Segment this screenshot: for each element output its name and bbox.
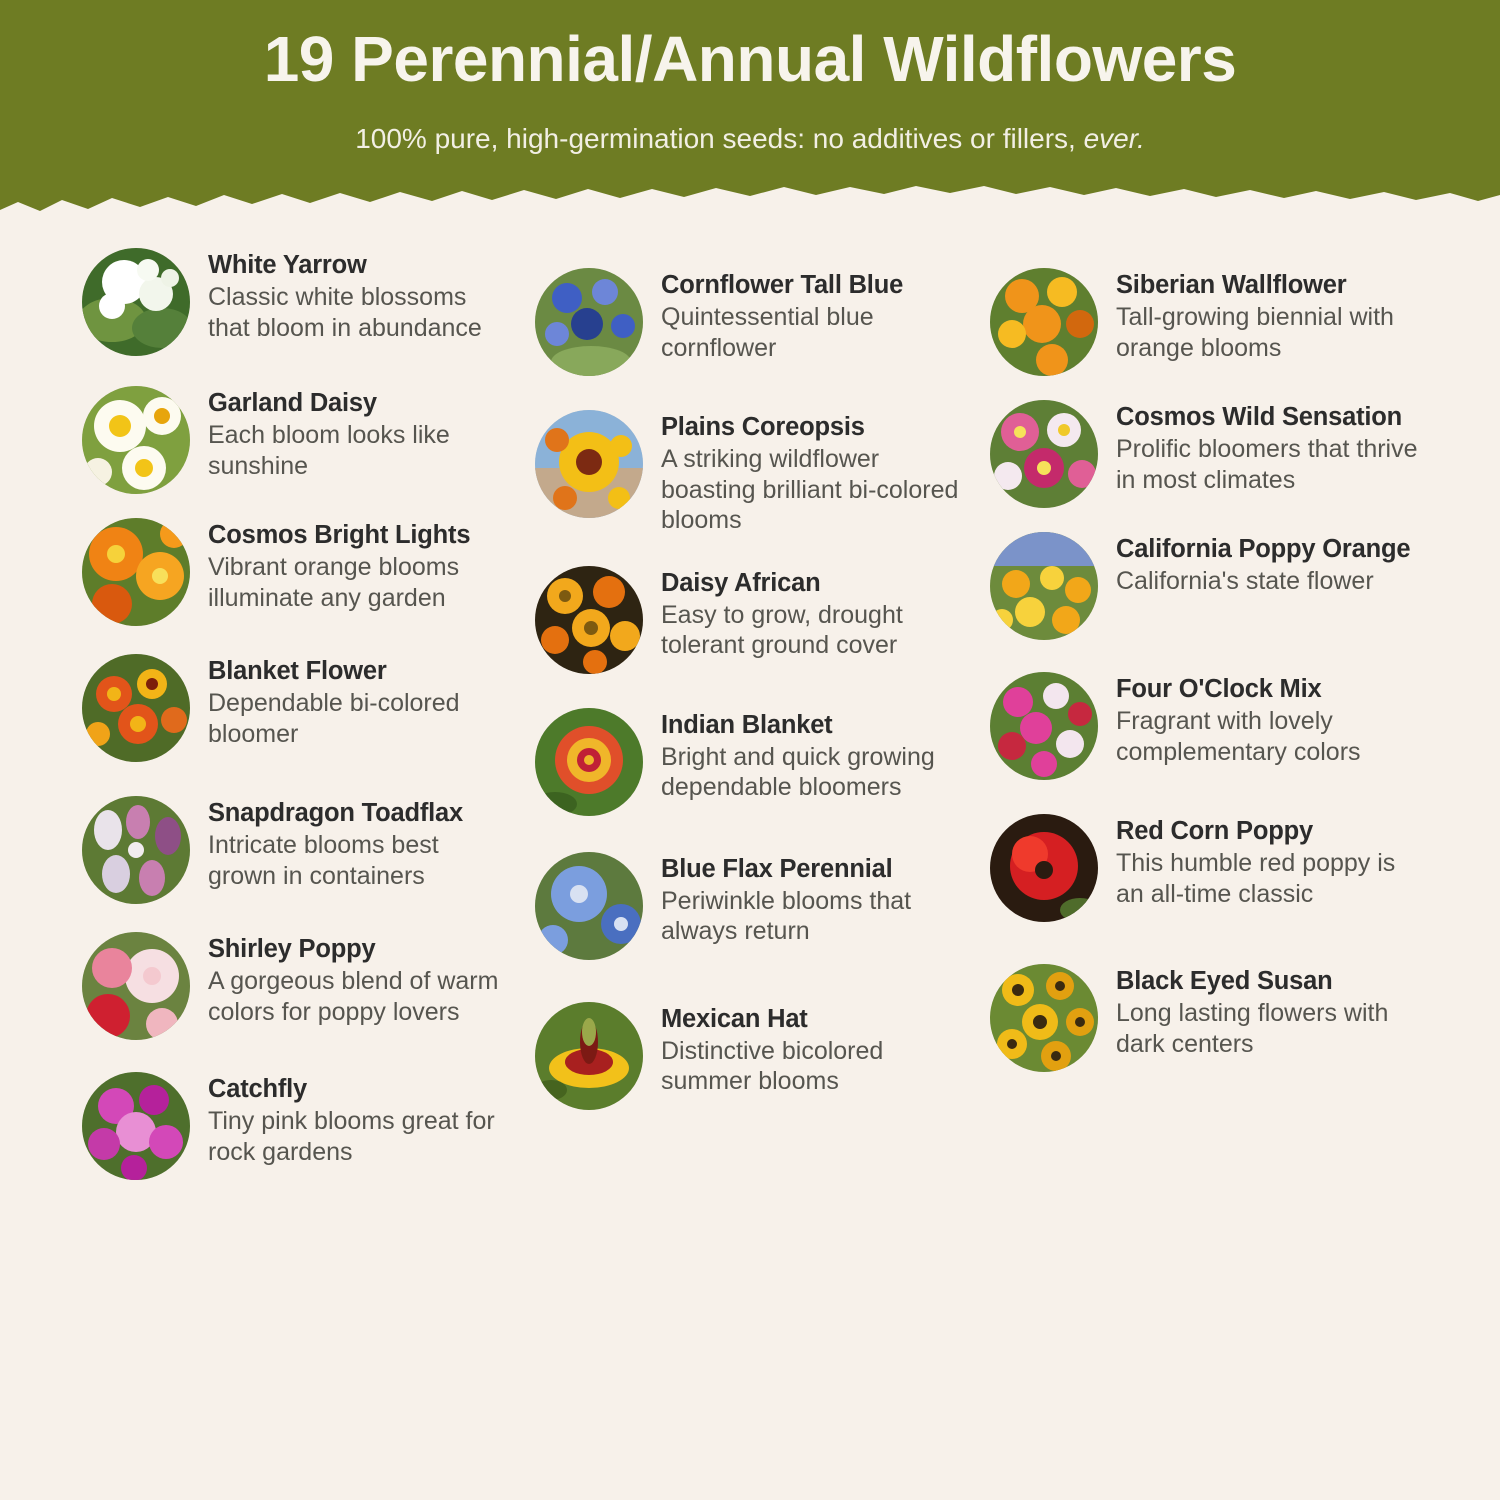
white-yarrow-icon [82, 248, 190, 356]
red-corn-poppy-icon [990, 814, 1098, 922]
item-text [208, 248, 512, 343]
list-item [535, 708, 965, 816]
list-item [535, 1002, 965, 1110]
blanket-flower-icon [82, 654, 190, 762]
list-item [82, 386, 512, 494]
cornflower-tall-blue-icon [535, 268, 643, 376]
flower-description: Intricate blooms best grown in containers [208, 831, 439, 890]
flower-description: California's state flower [1116, 567, 1374, 596]
flower-name: Four O'Clock Mix [1116, 675, 1322, 703]
flower-name: Siberian Wallflower [1116, 271, 1347, 299]
flower-name: Catchfly [208, 1075, 308, 1103]
flower-description: Bright and quick growing dependable bloomers [661, 742, 935, 802]
cosmos-wild-sensation-icon [990, 400, 1098, 508]
indian-blanket-icon [535, 708, 643, 816]
flower-name: Garland Daisy [208, 389, 377, 417]
list-item [535, 268, 965, 376]
blue-flax-perennial-icon [535, 852, 643, 960]
flower-description: Fragrant with lovely complementary colors [1116, 707, 1361, 766]
daisy-african-icon [535, 566, 643, 674]
flower-name: Mexican Hat [661, 1004, 808, 1033]
page-title: 19 Perennial/Annual Wildflowers [263, 23, 1237, 95]
item-text [1116, 964, 1420, 1059]
plains-coreopsis-icon [535, 410, 643, 518]
list-item [535, 566, 965, 674]
flower-description: Quintessential blue cornflower [661, 303, 874, 362]
black-eyed-susan-icon [990, 964, 1098, 1072]
flower-column-2 [535, 230, 965, 1126]
item-text [661, 268, 965, 363]
flower-name: White Yarrow [208, 251, 367, 279]
flower-description: Dependable bi-colored bloomer [208, 689, 460, 748]
flower-description: Tiny pink blooms great for rock gardens [208, 1107, 495, 1166]
flower-name: Shirley Poppy [208, 935, 376, 963]
item-text [661, 1002, 965, 1097]
flower-description: Tall-growing biennial with orange blooms [1116, 303, 1394, 362]
flower-name: Cosmos Wild Sensation [1116, 403, 1403, 431]
list-item [82, 518, 512, 626]
flower-name: Blue Flax Perennial [661, 854, 893, 883]
flower-name: Black Eyed Susan [1116, 967, 1333, 995]
item-text [1116, 400, 1420, 495]
flower-name: Snapdragon Toadflax [208, 799, 463, 827]
subtitle-emphasis: ever. [1083, 123, 1145, 154]
flower-description: Vibrant orange blooms illuminate any garden [208, 553, 460, 612]
garland-daisy-icon [82, 386, 190, 494]
torn-paper-edge-icon [0, 180, 1500, 212]
flower-name: Cosmos Bright Lights [208, 521, 471, 549]
flower-column-3 [990, 230, 1420, 1088]
header-banner [0, 0, 1500, 212]
flower-description: Periwinkle blooms that always return [661, 886, 912, 946]
flower-description: A striking wildflower boasting brilliant bi-colored blooms [661, 445, 959, 535]
siberian-wallflower-icon [990, 268, 1098, 376]
list-item [990, 268, 1420, 376]
list-item [990, 532, 1420, 640]
flower-name: California Poppy Orange [1116, 535, 1411, 563]
flower-name: Blanket Flower [208, 657, 387, 685]
page-subtitle [0, 122, 1500, 156]
item-text [208, 654, 512, 749]
flower-name: Indian Blanket [661, 710, 833, 739]
list-item [990, 672, 1420, 780]
item-text [1116, 672, 1420, 767]
flower-description: Long lasting flowers with dark centers [1116, 999, 1389, 1058]
item-text [661, 410, 965, 536]
item-text [208, 796, 512, 891]
flower-description: This humble red poppy is an all-time classic [1116, 849, 1396, 908]
flower-name: Red Corn Poppy [1116, 817, 1313, 845]
list-item [990, 814, 1420, 922]
flower-description: A gorgeous blend of warm colors for poppy lovers [208, 967, 499, 1026]
item-text [1116, 532, 1420, 597]
four-oclock-mix-icon [990, 672, 1098, 780]
list-item [82, 932, 512, 1040]
flower-description: Easy to grow, drought tolerant ground cover [661, 600, 903, 660]
list-item [82, 1072, 512, 1180]
flower-name: Cornflower Tall Blue [661, 271, 904, 299]
item-text [208, 518, 512, 613]
catchfly-icon [82, 1072, 190, 1180]
mexican-hat-icon [535, 1002, 643, 1110]
cosmos-bright-lights-icon [82, 518, 190, 626]
subtitle-text: 100% pure, high-germination seeds: no additives or fillers, [355, 123, 1084, 154]
list-item [82, 248, 512, 356]
flower-list [0, 230, 1500, 1500]
item-text [661, 708, 965, 803]
list-item [82, 654, 512, 762]
item-text [1116, 814, 1420, 909]
flower-name: Plains Coreopsis [661, 413, 865, 441]
snapdragon-toadflax-icon [82, 796, 190, 904]
list-item [535, 852, 965, 960]
item-text [208, 386, 512, 481]
flower-name: Daisy African [661, 568, 821, 597]
list-item [535, 410, 965, 536]
item-text [1116, 268, 1420, 363]
flower-description: Distinctive bicolored summer blooms [661, 1036, 884, 1096]
california-poppy-orange-icon [990, 532, 1098, 640]
item-text [661, 852, 965, 947]
flower-description: Prolific bloomers that thrive in most climates [1116, 435, 1418, 494]
flower-description: Each bloom looks like sunshine [208, 421, 450, 480]
list-item [990, 964, 1420, 1072]
shirley-poppy-icon [82, 932, 190, 1040]
flower-column-1 [82, 230, 512, 1196]
item-text [661, 566, 965, 661]
item-text [208, 1072, 512, 1167]
item-text [208, 932, 512, 1027]
list-item [990, 400, 1420, 508]
flower-description: Classic white blossoms that bloom in abundance [208, 283, 482, 342]
list-item [82, 796, 512, 904]
